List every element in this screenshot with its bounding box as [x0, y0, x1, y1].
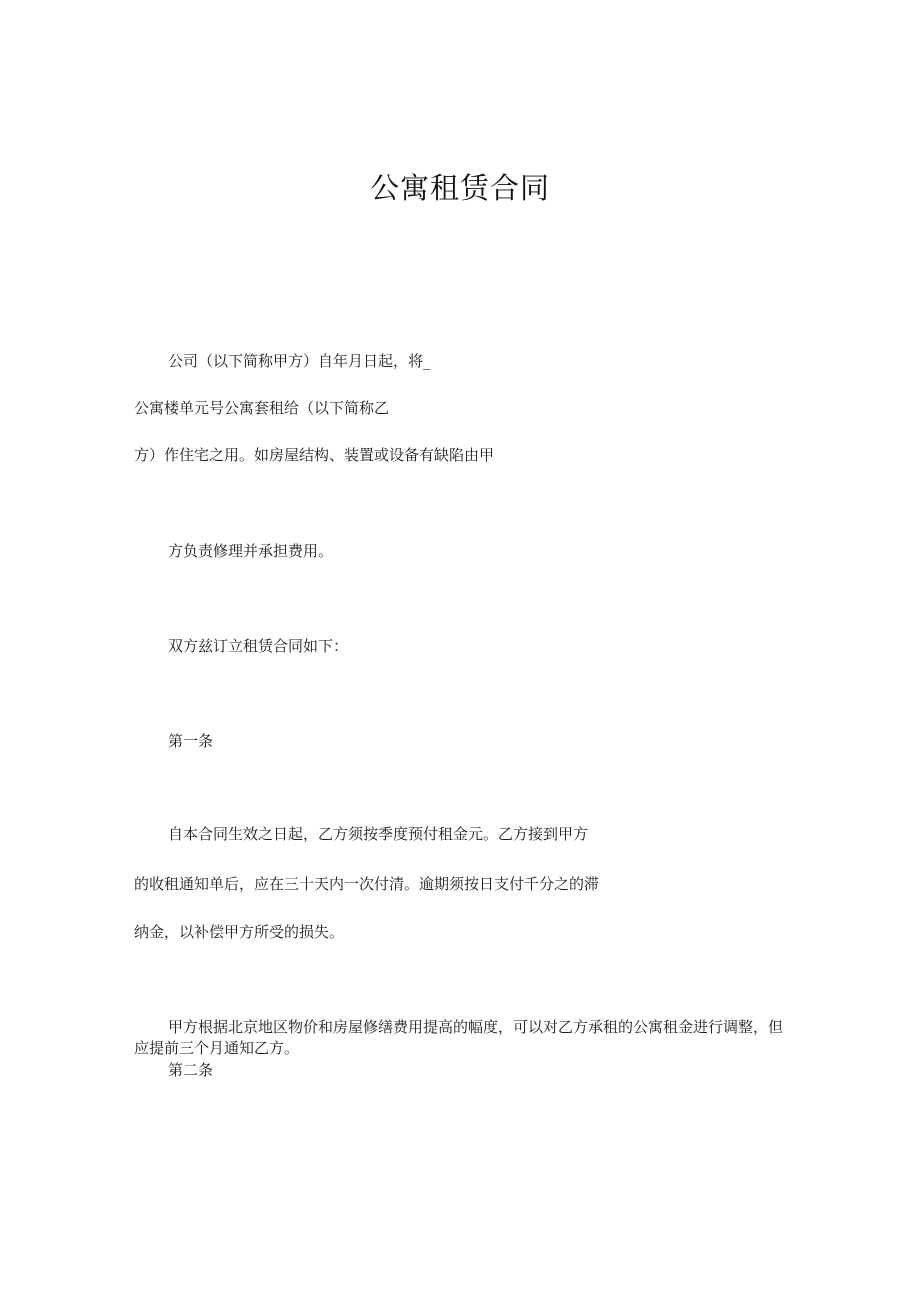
text-line: 双方兹订立租赁合同如下：	[168, 637, 349, 655]
text-line: 公寓楼单元号公寓套租给（以下简称乙	[134, 399, 390, 417]
article-heading: 第二条	[168, 1061, 214, 1079]
text-line: 方负责修理并承担费用。	[168, 542, 334, 560]
paragraph-rent-adjustment: 甲方根据北京地区物价和房屋修缮费用提高的幅度，可以对乙方承租的公寓租金进行调整，但应提前三个月通知乙方。	[134, 1018, 784, 1057]
text-line: 公司（以下简称甲方）自年月日起，将_	[168, 352, 431, 370]
text-line: 自本合同生效之日起，乙方须按季度预付租金元。乙方接到甲方	[168, 825, 589, 843]
text-line: 纳金，以补偿甲方所受的损失。	[134, 923, 345, 941]
article-heading: 第一条	[168, 732, 214, 750]
text-line: 方）作住宅之用。如房屋结构、装置或设备有缺陷由甲	[134, 446, 495, 464]
document-title: 公寓租赁合同	[369, 171, 550, 205]
text-line: 的收租通知单后，应在三十天内一次付清。逾期须按日支付千分之的滞	[134, 875, 600, 893]
